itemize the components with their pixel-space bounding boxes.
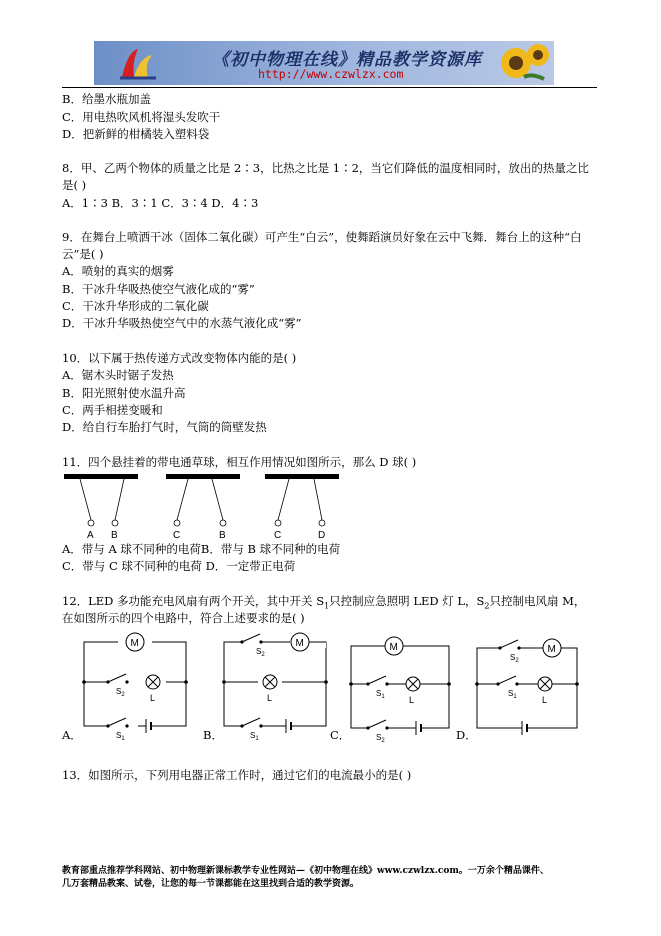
svg-text:S1: $S_1$ xyxy=(508,689,517,700)
q9-option-b: B．干冰升华吸热使空气液化成的“雾” xyxy=(62,282,255,296)
q7-option-b: B．给墨水瓶加盖 xyxy=(62,92,151,106)
q11-ball-c1 xyxy=(174,520,180,526)
header-title: 《初中物理在线》精品教学资源库 xyxy=(212,50,482,70)
q13-stem: 13．如图所示，下列用电器正常工作时，通过它们的电流最小的是( ) xyxy=(62,768,412,782)
q11-rod-3 xyxy=(265,474,339,479)
q12-stem-line1: 12．LED 多功能充电风扇有两个开关，其中开关 $S_1$只控制应急照明 LED 灯 L，$S_2$只控制电风扇 M， xyxy=(62,594,586,611)
q11-rod-1 xyxy=(64,474,138,479)
q9-stem-line2: 云”是( ) xyxy=(62,247,104,261)
svg-text:S1: $S_1$ xyxy=(250,731,259,740)
header-rule xyxy=(62,87,597,88)
footer-line2: 几万套精品教案、试卷，让您的每一节课都能在这里找到合适的教学资源。 xyxy=(62,879,360,889)
q10-option-b: B．阳光照射使水温升高 xyxy=(62,386,186,400)
q9-option-d: D．干冰升华吸热使空气中的水蒸气液化成“雾” xyxy=(62,316,302,330)
q12-stem-line2: 在如图所示的四个电路中，符合上述要求的是( ) xyxy=(62,611,305,625)
q9-option-c: C．干冰升华形成的二氧化碳 xyxy=(62,299,209,313)
q12-label-b: B． xyxy=(203,728,223,742)
q11-stem: 11．四个悬挂着的带电通草球，相互作用情况如图所示，那么 D 球( ) xyxy=(62,455,417,469)
q12-circuit-b xyxy=(218,628,333,740)
footer-line1: 教育部重点推荐学科网站、初中物理新课标教学专业性网站—《初中物理在线》www.czwlzx.com。一万余个精品课件、 xyxy=(62,866,549,876)
svg-text:M: M xyxy=(547,644,556,655)
q10-stem: 10．以下属于热传递方式改变物体内能的是( ) xyxy=(62,351,297,365)
q12-label-a: A． xyxy=(62,728,82,742)
site-logo-icon xyxy=(118,47,158,81)
svg-text:S1: $S_1$ xyxy=(116,731,125,740)
q11-label-d: D xyxy=(318,530,326,541)
q11-ball-a xyxy=(88,520,94,526)
q11-rod-2 xyxy=(166,474,240,479)
q10-option-a: A．锯木头时锯子发热 xyxy=(62,368,174,382)
q8-stem-line2: 是( ) xyxy=(62,178,87,192)
svg-text:S2: $S_2$ xyxy=(116,687,125,698)
q11-label-c1: C xyxy=(173,530,181,541)
svg-text:M: M xyxy=(295,638,304,649)
svg-text:S2: $S_2$ xyxy=(376,733,385,742)
q11-label-a: A xyxy=(87,530,94,541)
svg-text:L: L xyxy=(409,695,415,705)
q12-label-c: C． xyxy=(330,728,351,742)
svg-text:S2: $S_2$ xyxy=(510,653,519,664)
q11-options-cd: C．带与 C 球不同种的电荷 D．一定带正电荷 xyxy=(62,559,296,573)
q11-ball-c2 xyxy=(275,520,281,526)
q11-ball-b2 xyxy=(220,520,226,526)
q9-option-a: A．喷射的真实的烟雾 xyxy=(62,264,174,278)
svg-text:M: M xyxy=(389,642,398,653)
q8-stem-line1: 8．甲、乙两个物体的质量之比是 2∶3，比热之比是 1∶2，当它们降低的温度相同时，放出的热量之比 xyxy=(62,161,589,175)
q12-label-d: D． xyxy=(456,728,477,742)
q11-label-c2: C xyxy=(274,530,282,541)
svg-text:L: L xyxy=(542,695,548,705)
q12-circuit-c xyxy=(346,632,456,742)
q11-pith-ball-figure xyxy=(62,470,362,542)
header-url: http://www.czwlzx.com xyxy=(258,67,404,81)
q12-circuit-a xyxy=(78,630,193,740)
q12-circuit-d xyxy=(472,632,584,740)
q11-ball-b1 xyxy=(112,520,118,526)
svg-text:S1: $S_1$ xyxy=(376,689,385,700)
q11-options-ab: A．带与 A 球不同种的电荷B．带与 B 球不同种的电荷 xyxy=(62,542,341,556)
q7-option-d: D．把新鲜的柑橘装入塑料袋 xyxy=(62,127,210,141)
q10-option-c: C．两手相搓变暖和 xyxy=(62,403,163,417)
svg-text:L: L xyxy=(150,693,156,703)
q11-label-b2: B xyxy=(219,530,226,541)
svg-text:S2: $S_2$ xyxy=(256,647,265,658)
q8-options: A．1∶3 B．3∶1 C．3∶4 D．4∶3 xyxy=(62,196,259,210)
q7-option-c: C．用电热吹风机将湿头发吹干 xyxy=(62,110,221,124)
q11-ball-d xyxy=(319,520,325,526)
q9-stem-line1: 9．在舞台上喷洒干冰（固体二氧化碳）可产生“白云”，使舞蹈演员好象在云中飞舞．舞台上的这种“白 xyxy=(62,230,582,244)
q10-option-d: D．给自行车胎打气时，气筒的筒壁发热 xyxy=(62,420,267,434)
q11-label-b1: B xyxy=(111,530,118,541)
header-banner xyxy=(94,41,554,85)
sunflower-icon xyxy=(494,43,550,85)
svg-text:M: M xyxy=(130,638,139,649)
svg-text:L: L xyxy=(267,693,273,703)
